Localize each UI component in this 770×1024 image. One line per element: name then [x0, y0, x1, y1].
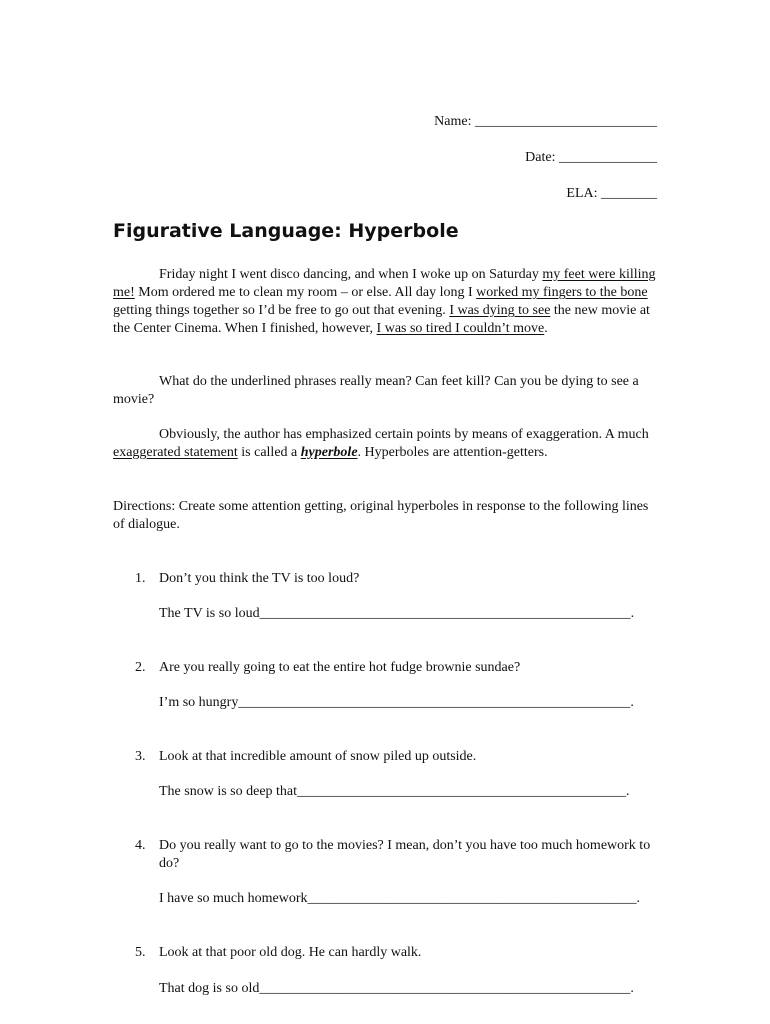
p1-text-2: Mom ordered me to clean my room – or else. All day long I — [134, 285, 477, 300]
name-line: Name: __________________________ — [434, 114, 657, 129]
p1-text-3: getting things together so I’d be free to go out that evening. — [113, 303, 450, 318]
date-line: Date: ______________ — [525, 150, 657, 165]
question-prompt: Look at that incredible amount of snow piled up outside. — [159, 749, 477, 764]
p1-underlined-4: I was so tired I couldn’t move — [376, 321, 545, 336]
answer-line[interactable]: The TV is so loud_____________________________________________________. — [159, 606, 635, 621]
question-item-2 — [113, 659, 659, 677]
answer-line[interactable]: I’m so hungry________________________________________________________. — [159, 695, 634, 710]
p1-text-1: Friday night I went disco dancing, and when I woke up on Saturday — [159, 267, 543, 282]
question-item-4 — [113, 837, 659, 873]
p3-text-3: . Hyperboles are attention-getters. — [357, 445, 548, 460]
question-number: 4. — [135, 838, 146, 853]
p1-text-5: . — [544, 321, 548, 336]
question-prompt: Are you really going to eat the entire hot fudge brownie sundae? — [159, 660, 521, 675]
p1-underlined-1: my feet were killing me! — [113, 267, 656, 300]
answer-line[interactable]: That dog is so old_____________________________________________________. — [159, 981, 634, 996]
question-item-3 — [113, 748, 659, 766]
p3-underlined-1: exaggerated statement — [113, 445, 238, 460]
question-item-5 — [113, 944, 659, 962]
question-item-1 — [113, 570, 659, 588]
question-number: 3. — [135, 749, 146, 764]
directions: Directions: Create some attention getting, original hyperboles in response to the following lines of dialogue. — [113, 499, 649, 532]
question-number: 1. — [135, 571, 146, 586]
question-number: 5. — [135, 945, 146, 960]
definition-paragraph — [113, 426, 659, 462]
page-title: Figurative Language: Hyperbole — [113, 220, 459, 242]
question-prompt: Do you really want to go to the movies? I mean, don’t you have too much homework to do? — [159, 838, 651, 871]
question-number: 2. — [135, 660, 146, 675]
p3-text-1: Obviously, the author has emphasized certain points by means of exaggeration. A much — [159, 427, 649, 442]
p3-text-2: is called a — [237, 445, 301, 460]
intro-paragraph — [113, 266, 659, 338]
p1-underlined-3: I was dying to see — [449, 303, 551, 318]
answer-line[interactable]: I have so much homework_______________________________________________. — [159, 891, 641, 906]
ela-line: ELA: ________ — [566, 186, 657, 201]
answer-line[interactable]: The snow is so deep that_______________________________________________. — [159, 784, 630, 799]
p1-underlined-2: worked my fingers to the bone — [476, 285, 648, 300]
p3-hyperbole-term: hyperbole — [300, 445, 358, 460]
question-prompt: Don’t you think the TV is too loud? — [159, 571, 360, 586]
p1-text-4: the new movie at the Center Cinema. When I finished, however, — [113, 303, 650, 336]
question-paragraph: What do the underlined phrases really mean? Can feet kill? Can you be dying to see a movie? — [113, 374, 639, 407]
question-prompt: Look at that poor old dog. He can hardly walk. — [159, 945, 422, 960]
